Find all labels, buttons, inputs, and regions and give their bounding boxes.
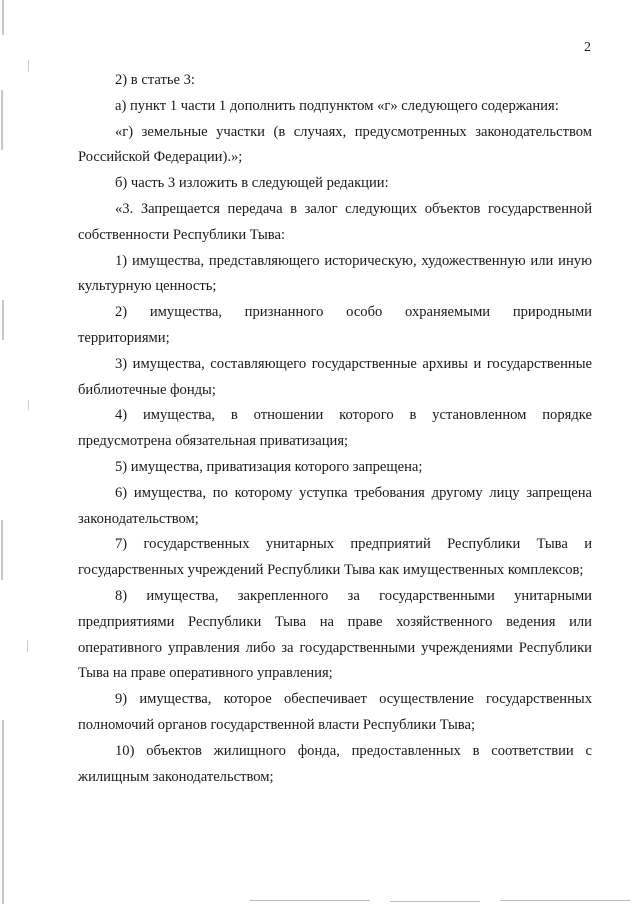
paragraph: 8) имущества, закрепленного за государственными унитарными предприятиями Республики Тыва на праве хозяйственного ведения или оперативного управления либо за государственными учреждениями Республики Тыва на праве оперативного управления; [78, 587, 592, 682]
paragraph: 9) имущества, которое обеспечивает осуществление государственных полномочий органов государственной власти Республики Тыва; [78, 691, 592, 733]
scan-edge-artifacts [0, 0, 30, 904]
paragraph: «г) земельные участки (в случаях, предусмотренных законодательством Российской Федерации).»; [78, 123, 592, 166]
document-body [78, 68, 592, 790]
paragraph: 1) имущества, представляющего историческую, художественную или иную культурную ценность; [78, 252, 592, 295]
paragraph: 5) имущества, приватизация которого запрещена; [115, 458, 423, 475]
page-number: 2 [584, 40, 591, 55]
paragraph: б) часть 3 изложить в следующей редакции: [115, 175, 389, 192]
paragraph: 4) имущества, в отношении которого в установленном порядке предусмотрена обязательная приватизация; [78, 407, 592, 450]
paragraph: а) пункт 1 части 1 дополнить подпунктом «г» следующего содержания: [115, 97, 559, 114]
paragraph: 2) в статье 3: [115, 72, 195, 88]
paragraph: 10) объектов жилищного фонда, предоставленных в соответствии с жилищным законодательством; [78, 742, 592, 785]
paragraph: «3. Запрещается передача в залог следующих объектов государственной собственности Республики Тыва: [78, 200, 592, 243]
paragraph: 2) имущества, признанного особо охраняемыми природными территориями; [78, 304, 592, 346]
paragraph: 3) имущества, составляющего государственные архивы и государственные библиотечные фонды; [78, 355, 592, 398]
paragraph: 6) имущества, по которому уступка требования другому лицу запрещена законодательством; [78, 484, 592, 527]
paragraph: 7) государственных унитарных предприятий Республики Тыва и государственных учреждений Республики Тыва как имущественных комплексов; [78, 536, 592, 579]
scan-bottom-artifacts [250, 898, 635, 904]
